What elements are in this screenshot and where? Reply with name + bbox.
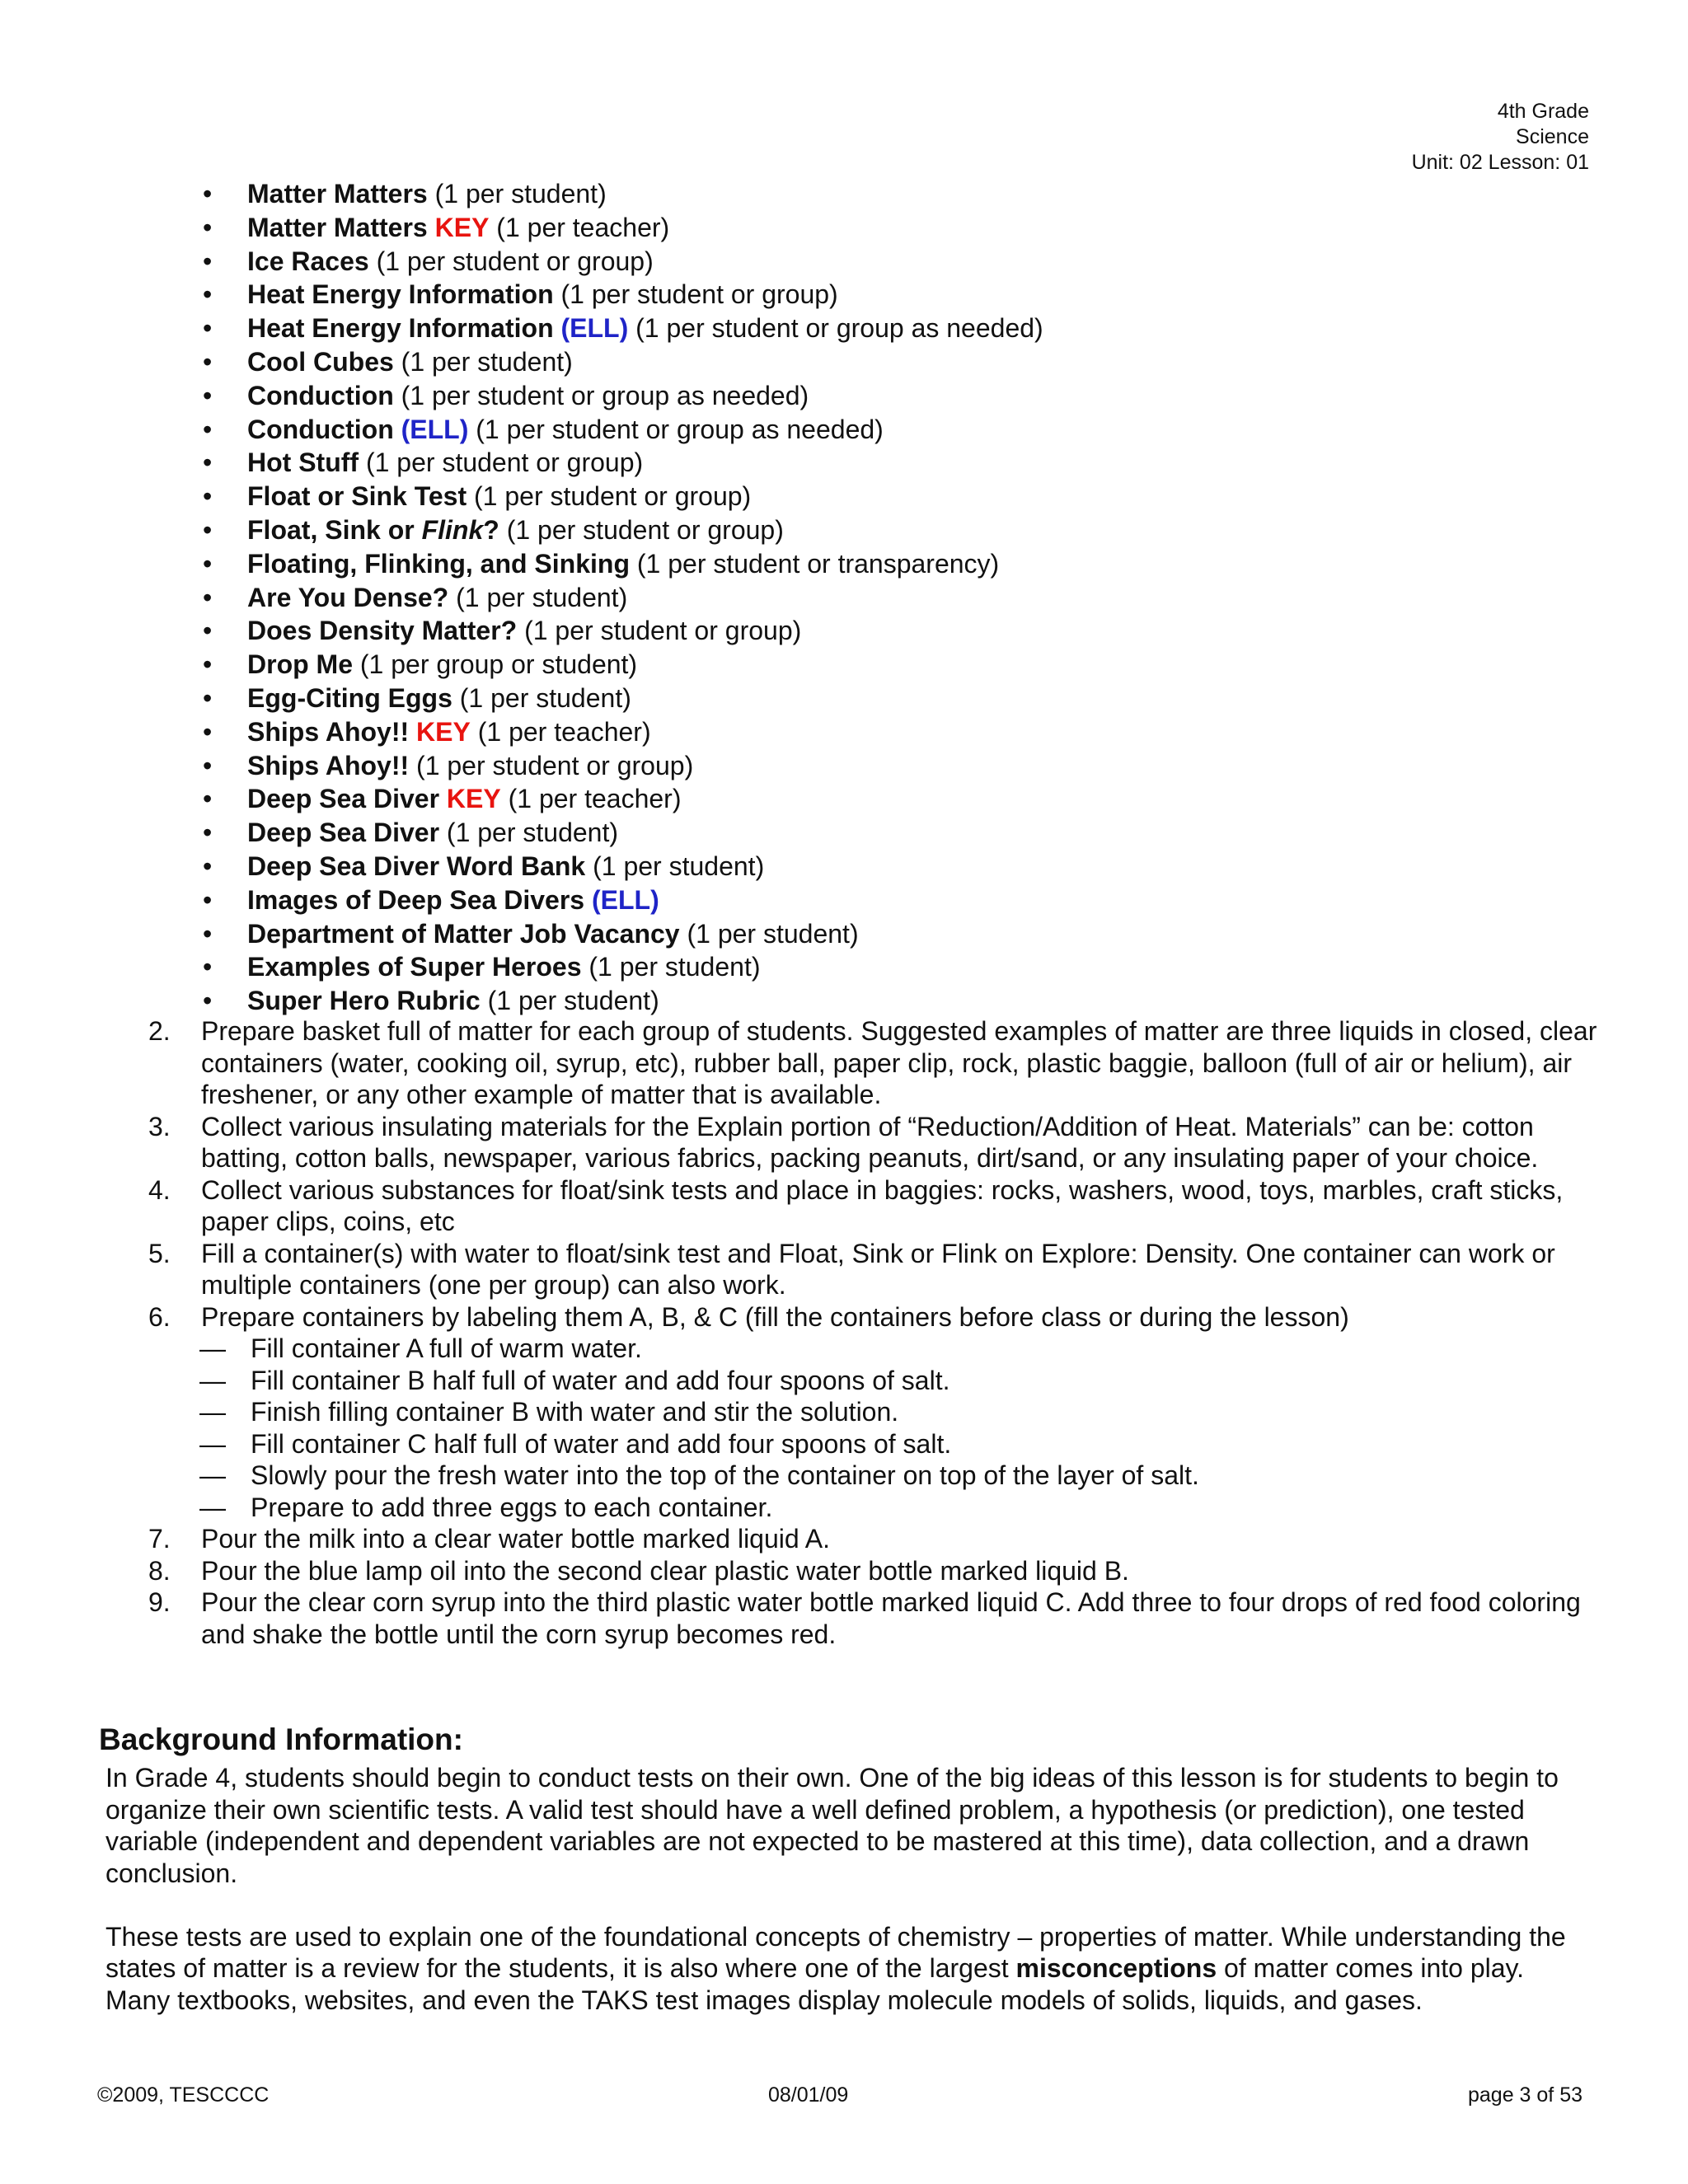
ell-tag: (ELL) bbox=[591, 884, 659, 915]
material-item bbox=[198, 245, 1043, 279]
material-title: Matter Matters bbox=[247, 179, 428, 209]
material-quantity-note: (1 per teacher) bbox=[477, 716, 651, 747]
step-text: Pour the blue lamp oil into the second clear plastic water bottle marked liquid B. bbox=[201, 1555, 1129, 1586]
numbered-step bbox=[148, 1555, 1599, 1587]
bullet-icon: • bbox=[203, 246, 213, 276]
sub-step-text: Fill container C half full of water and add four spoons of salt. bbox=[251, 1428, 952, 1459]
bullet-icon: • bbox=[203, 514, 213, 545]
step-text: Collect various insulating materials for the Explain portion of “Reduction/Addition of Heat. Materials” can be: cotton batting, cotton balls, newspaper, various fabrics, packing peanuts, dirt/sand, or any insulating paper of your choice. bbox=[201, 1111, 1539, 1173]
material-quantity-note: (1 per student or group) bbox=[524, 616, 802, 646]
header-subject: Science bbox=[1516, 125, 1589, 148]
material-quantity-note: (1 per group or student) bbox=[359, 649, 638, 680]
key-tag: KEY bbox=[416, 716, 471, 747]
material-title: Examples of Super Heroes bbox=[247, 952, 582, 982]
step-number: 9. bbox=[148, 1587, 171, 1617]
step-number: 6. bbox=[148, 1301, 171, 1332]
material-title: Float, Sink or bbox=[247, 514, 415, 545]
material-title: Float or Sink Test bbox=[247, 481, 467, 512]
material-title: Ice Races bbox=[247, 246, 369, 276]
step-text: Prepare containers by labeling them A, B, & C (fill the containers before class or during the lesson) bbox=[201, 1301, 1349, 1332]
bullet-icon: • bbox=[203, 616, 213, 646]
material-quantity-note: (1 per student) bbox=[401, 346, 573, 377]
sub-step-text: Prepare to add three eggs to each container. bbox=[251, 1492, 773, 1522]
material-item bbox=[198, 413, 1043, 447]
material-item bbox=[198, 883, 1043, 917]
material-item bbox=[198, 480, 1043, 513]
material-title: Super Hero Rubric bbox=[247, 986, 481, 1016]
sub-step-text: Finish filling container B with water and stir the solution. bbox=[251, 1397, 899, 1427]
bullet-icon: • bbox=[203, 582, 213, 612]
material-quantity-note: (1 per student) bbox=[434, 179, 607, 209]
material-item bbox=[198, 177, 1043, 211]
background-paragraph-1: In Grade 4, students should begin to conduct tests on their own. One of the big ideas of this lesson is for students to begin to organize their own scientific tests. A valid test should have a well defined problem, a hypothesis (or prediction), one tested variable (independent and dependent variables are not expected to be mastered at this time), data collection, and a drawn conclusion. bbox=[106, 1763, 1559, 1888]
dash-icon: — bbox=[199, 1460, 226, 1490]
bullet-icon: • bbox=[203, 548, 213, 579]
material-title-italic: Flink bbox=[421, 514, 484, 545]
step-text: Pour the milk into a clear water bottle marked liquid A. bbox=[201, 1524, 831, 1554]
numbered-step bbox=[148, 1015, 1599, 1111]
material-item bbox=[198, 345, 1043, 379]
step-number: 3. bbox=[148, 1111, 171, 1141]
sub-step-text: Slowly pour the fresh water into the top of the container on top of the layer of salt. bbox=[251, 1460, 1199, 1490]
step-number: 2. bbox=[148, 1016, 171, 1046]
numbered-step bbox=[148, 1174, 1599, 1238]
step-number: 8. bbox=[148, 1555, 171, 1586]
material-title: Images of Deep Sea Divers bbox=[247, 884, 585, 915]
step-text: Prepare basket full of matter for each group of students. Suggested examples of matter are three liquids in closed, clear containers (water, cooking oil, syrup, etc), rubber ball, paper clip, rock, plastic baggie, balloon (full of air or helium), air freshener, or any other example of matter that is available. bbox=[201, 1016, 1597, 1109]
sub-step bbox=[148, 1492, 1599, 1524]
material-quantity-note: (1 per student) bbox=[487, 986, 659, 1016]
sub-step bbox=[148, 1396, 1599, 1428]
material-quantity-note: (1 per student or group) bbox=[560, 279, 838, 310]
background-body bbox=[106, 1762, 1589, 2048]
sub-step bbox=[148, 1365, 1599, 1397]
material-quantity-note: (1 per student or group) bbox=[416, 750, 694, 780]
material-quantity-note: (1 per student) bbox=[588, 952, 761, 982]
sub-step bbox=[148, 1428, 1599, 1460]
bullet-icon: • bbox=[203, 279, 213, 310]
bullet-icon: • bbox=[203, 179, 213, 209]
material-title: Deep Sea Diver bbox=[247, 784, 440, 814]
misconceptions-emphasis: misconceptions bbox=[1015, 1953, 1217, 1983]
material-item bbox=[198, 513, 1043, 547]
material-title: Are You Dense? bbox=[247, 582, 449, 612]
material-item bbox=[198, 917, 1043, 951]
bullet-icon: • bbox=[203, 414, 213, 444]
material-title: Ships Ahoy!! bbox=[247, 716, 410, 747]
material-item bbox=[198, 749, 1043, 783]
ell-tag: (ELL) bbox=[401, 414, 469, 444]
material-quantity-note: (1 per student or group) bbox=[365, 448, 644, 478]
material-quantity-note: (1 per student or group) bbox=[506, 514, 784, 545]
page-header bbox=[1412, 99, 1589, 176]
material-title: Egg-Citing Eggs bbox=[247, 682, 452, 713]
material-item bbox=[198, 648, 1043, 682]
step-number: 5. bbox=[148, 1238, 171, 1268]
bullet-icon: • bbox=[203, 682, 213, 713]
sub-step bbox=[148, 1333, 1599, 1365]
material-title: Heat Energy Information bbox=[247, 313, 554, 344]
material-item bbox=[198, 816, 1043, 850]
bullet-icon: • bbox=[203, 750, 213, 780]
material-title: Hot Stuff bbox=[247, 448, 359, 478]
bullet-icon: • bbox=[203, 818, 213, 848]
material-item bbox=[198, 278, 1043, 312]
material-title-suffix: ? bbox=[483, 514, 499, 545]
material-quantity-note: (1 per student) bbox=[687, 918, 859, 949]
material-title: Does Density Matter? bbox=[247, 616, 518, 646]
sub-step-text: Fill container B half full of water and add four spoons of salt. bbox=[251, 1365, 950, 1395]
material-title: Matter Matters bbox=[247, 212, 428, 242]
numbered-step bbox=[148, 1301, 1599, 1333]
background-p2-start: These tests are used to explain one of the foundational concepts of chemistry – properties of matter. While understanding the states of matter is a review for the students, it is also where one of the largest bbox=[106, 1921, 1566, 1983]
step-text: Pour the clear corn syrup into the third plastic water bottle marked liquid C. Add three to four drops of red food coloring and shake the bottle until the corn syrup becomes red. bbox=[201, 1587, 1581, 1649]
material-item bbox=[198, 950, 1043, 984]
sub-step-text: Fill container A full of warm water. bbox=[251, 1333, 642, 1363]
bullet-icon: • bbox=[203, 716, 213, 747]
material-title: Cool Cubes bbox=[247, 346, 394, 377]
key-tag: KEY bbox=[446, 784, 501, 814]
dash-icon: — bbox=[199, 1333, 226, 1363]
header-grade: 4th Grade bbox=[1497, 100, 1589, 123]
bullet-icon: • bbox=[203, 784, 213, 814]
step-number: 4. bbox=[148, 1174, 171, 1205]
numbered-step bbox=[148, 1238, 1599, 1301]
material-quantity-note: (1 per student) bbox=[456, 582, 628, 612]
background-p2-end: of matter comes into play. Many textbooks, websites, and even the TAKS test images display molecule models of solids, liquids, and gases. bbox=[106, 1953, 1525, 2015]
material-item bbox=[198, 211, 1043, 245]
materials-list bbox=[198, 177, 1043, 1018]
material-title: Floating, Flinking, and Sinking bbox=[247, 548, 630, 579]
bullet-icon: • bbox=[203, 952, 213, 982]
material-quantity-note: (1 per student or group as needed) bbox=[476, 414, 884, 444]
material-title: Heat Energy Information bbox=[247, 279, 554, 310]
material-item bbox=[198, 682, 1043, 715]
material-quantity-note: (1 per teacher) bbox=[508, 784, 682, 814]
material-quantity-note: (1 per teacher) bbox=[496, 212, 670, 242]
dash-icon: — bbox=[199, 1428, 226, 1459]
material-title: Deep Sea Diver Word Bank bbox=[247, 851, 586, 881]
step-text: Collect various substances for float/sink tests and place in baggies: rocks, washers, wood, toys, marbles, craft sticks, paper clips, coins, etc bbox=[201, 1174, 1564, 1236]
material-item bbox=[198, 614, 1043, 648]
material-item bbox=[198, 850, 1043, 883]
material-title: Deep Sea Diver bbox=[247, 818, 440, 848]
bullet-icon: • bbox=[203, 884, 213, 915]
material-item bbox=[198, 312, 1043, 345]
bullet-icon: • bbox=[203, 851, 213, 881]
bullet-icon: • bbox=[203, 481, 213, 512]
material-title: Conduction bbox=[247, 380, 394, 410]
sub-step bbox=[148, 1460, 1599, 1492]
material-item bbox=[198, 715, 1043, 749]
material-quantity-note: (1 per student or group as needed) bbox=[635, 313, 1043, 344]
material-title: Drop Me bbox=[247, 649, 353, 680]
material-quantity-note: (1 per student) bbox=[446, 818, 619, 848]
key-tag: KEY bbox=[434, 212, 490, 242]
numbered-step bbox=[148, 1586, 1599, 1650]
bullet-icon: • bbox=[203, 918, 213, 949]
material-title: Department of Matter Job Vacancy bbox=[247, 918, 680, 949]
material-item bbox=[198, 581, 1043, 615]
numbered-step bbox=[148, 1111, 1599, 1174]
bullet-icon: • bbox=[203, 313, 213, 344]
preparation-steps bbox=[148, 1015, 1599, 1650]
material-item bbox=[198, 446, 1043, 480]
material-item bbox=[198, 379, 1043, 413]
numbered-step bbox=[148, 1523, 1599, 1555]
bullet-icon: • bbox=[203, 986, 213, 1016]
material-quantity-note: (1 per student) bbox=[593, 851, 765, 881]
footer-date: 08/01/09 bbox=[768, 2083, 849, 2107]
background-title: Background Information: bbox=[99, 1722, 463, 1756]
material-item bbox=[198, 782, 1043, 816]
ell-tag: (ELL) bbox=[560, 313, 629, 344]
step-text: Fill a container(s) with water to float/sink test and Float, Sink or Flink on Explore: Density. One container can work or multiple containers (one per group) can also work. bbox=[201, 1238, 1555, 1300]
material-item bbox=[198, 547, 1043, 581]
bullet-icon: • bbox=[203, 649, 213, 680]
bullet-icon: • bbox=[203, 380, 213, 410]
material-quantity-note: (1 per student or group) bbox=[474, 481, 752, 512]
header-unit-lesson: Unit: 02 Lesson: 01 bbox=[1411, 151, 1589, 174]
bullet-icon: • bbox=[203, 448, 213, 478]
material-quantity-note: (1 per student or transparency) bbox=[636, 548, 1000, 579]
bullet-icon: • bbox=[203, 212, 213, 242]
material-quantity-note: (1 per student or group as needed) bbox=[401, 380, 809, 410]
material-quantity-note: (1 per student) bbox=[459, 682, 631, 713]
dash-icon: — bbox=[199, 1492, 226, 1522]
footer-copyright: ©2009, TESCCCC bbox=[97, 2083, 270, 2107]
material-quantity-note: (1 per student or group) bbox=[376, 246, 654, 276]
dash-icon: — bbox=[199, 1365, 226, 1395]
bullet-icon: • bbox=[203, 346, 213, 377]
background-paragraph-2 bbox=[106, 1921, 1589, 2017]
material-item bbox=[198, 984, 1043, 1018]
dash-icon: — bbox=[199, 1397, 226, 1427]
step-number: 7. bbox=[148, 1524, 171, 1554]
material-title: Conduction bbox=[247, 414, 394, 444]
footer-page-number: page 3 of 53 bbox=[1467, 2083, 1582, 2107]
material-title: Ships Ahoy!! bbox=[247, 750, 410, 780]
